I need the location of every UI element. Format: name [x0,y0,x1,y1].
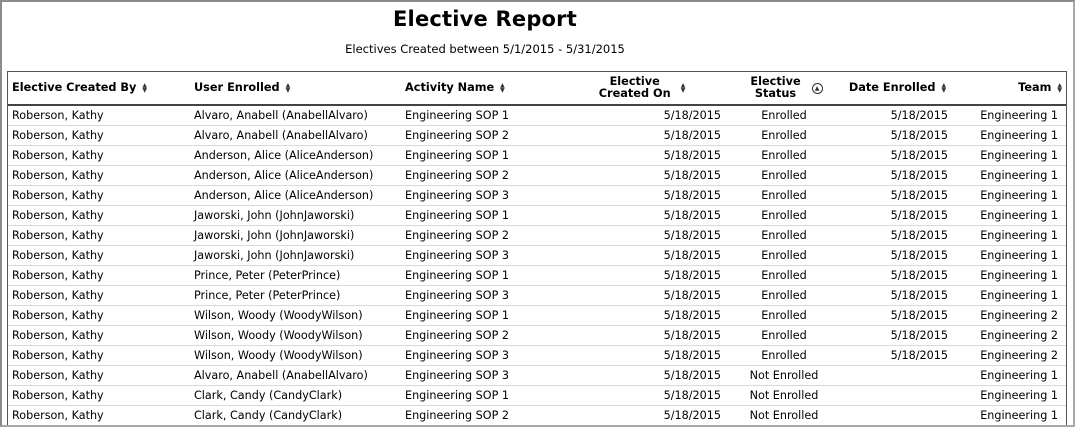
cell-activity-name: Engineering SOP 1 [401,206,551,226]
sort-arrows-icon[interactable]: ▲ ▼ [1057,82,1062,94]
cell-status: Enrolled [729,286,839,306]
sort-ascending-circle-icon[interactable]: ▲ [812,83,823,94]
cell-date-enrolled: 5/18/2015 [839,286,956,306]
table-row [8,366,1066,386]
cell-status: Enrolled [729,226,839,246]
cell-created-on: 5/18/2015 [551,306,729,326]
cell-status: Not Enrolled [729,406,839,426]
header-col-activity-name[interactable] [401,72,551,105]
cell-user-enrolled: Jaworski, John (JohnJaworski) [190,246,401,266]
cell-activity-name: Engineering SOP 2 [401,326,551,346]
cell-user-enrolled: Alvaro, Anabell (AnabellAlvaro) [190,366,401,386]
cell-activity-name: Engineering SOP 1 [401,146,551,166]
table-row [8,346,1066,366]
cell-status: Enrolled [729,266,839,286]
cell-created-by: Roberson, Kathy [8,406,190,426]
cell-created-on: 5/18/2015 [551,286,729,306]
cell-created-by: Roberson, Kathy [8,266,190,286]
report-table-container [7,71,1067,426]
cell-created-by: Roberson, Kathy [8,246,190,266]
cell-created-by: Roberson, Kathy [8,146,190,166]
header-label: Elective Created On [598,75,671,100]
cell-date-enrolled: 5/18/2015 [839,226,956,246]
cell-activity-name: Engineering SOP 3 [401,286,551,306]
cell-created-by: Roberson, Kathy [8,346,190,366]
sort-arrows-icon[interactable]: ▲ ▼ [142,82,148,94]
cell-status: Enrolled [729,186,839,206]
cell-date-enrolled: 5/18/2015 [839,246,956,266]
header-label: Date Enrolled [848,81,936,94]
cell-status: Not Enrolled [729,366,839,386]
cell-created-by: Roberson, Kathy [8,186,190,206]
cell-activity-name: Engineering SOP 2 [401,126,551,146]
cell-team: Engineering 1 [956,206,1066,226]
cell-user-enrolled: Prince, Peter (PeterPrince) [190,286,401,306]
cell-date-enrolled: 5/18/2015 [839,326,956,346]
header-col-user-enrolled[interactable] [190,72,401,105]
header-col-elective-status[interactable] [729,72,839,105]
cell-user-enrolled: Jaworski, John (JohnJaworski) [190,206,401,226]
table-row [8,306,1066,326]
cell-status: Enrolled [729,206,839,226]
cell-team: Engineering 1 [956,266,1066,286]
table-row [8,146,1066,166]
header-col-elective-created-by[interactable] [8,72,190,105]
cell-created-on: 5/18/2015 [551,206,729,226]
cell-activity-name: Engineering SOP 2 [401,166,551,186]
cell-activity-name: Engineering SOP 1 [401,386,551,406]
cell-activity-name: Engineering SOP 3 [401,186,551,206]
cell-user-enrolled: Anderson, Alice (AliceAnderson) [190,146,401,166]
cell-date-enrolled: 5/18/2015 [839,105,956,126]
cell-status: Enrolled [729,105,839,126]
header-row [8,72,1066,105]
cell-user-enrolled: Wilson, Woody (WoodyWilson) [190,346,401,366]
cell-team: Engineering 1 [956,366,1066,386]
cell-status: Enrolled [729,306,839,326]
cell-created-on: 5/18/2015 [551,326,729,346]
cell-activity-name: Engineering SOP 3 [401,366,551,386]
cell-activity-name: Engineering SOP 1 [401,105,551,126]
header-label: Activity Name [405,81,495,94]
cell-user-enrolled: Prince, Peter (PeterPrince) [190,266,401,286]
cell-status: Enrolled [729,146,839,166]
table-row [8,186,1066,206]
cell-user-enrolled: Wilson, Woody (WoodyWilson) [190,326,401,346]
cell-created-on: 5/18/2015 [551,126,729,146]
cell-created-by: Roberson, Kathy [8,326,190,346]
cell-status: Enrolled [729,126,839,146]
cell-created-by: Roberson, Kathy [8,105,190,126]
report-subtitle: Electives Created between 5/1/2015 - 5/31/2015 [345,42,625,56]
sort-arrows-icon[interactable]: ▲ ▼ [285,82,291,94]
cell-date-enrolled [839,406,956,426]
cell-created-on: 5/18/2015 [551,366,729,386]
cell-date-enrolled: 5/18/2015 [839,266,956,286]
cell-status: Enrolled [729,246,839,266]
cell-created-on: 5/18/2015 [551,386,729,406]
cell-created-on: 5/18/2015 [551,146,729,166]
header-col-team[interactable] [956,72,1066,105]
cell-created-by: Roberson, Kathy [8,366,190,386]
table-row [8,105,1066,126]
cell-user-enrolled: Alvaro, Anabell (AnabellAlvaro) [190,126,401,146]
report-table [8,72,1066,426]
cell-created-by: Roberson, Kathy [8,286,190,306]
sort-arrows-icon[interactable]: ▲ ▼ [500,82,505,94]
cell-user-enrolled: Clark, Candy (CandyClark) [190,386,401,406]
cell-status: Not Enrolled [729,386,839,406]
cell-date-enrolled: 5/18/2015 [839,346,956,366]
cell-activity-name: Engineering SOP 2 [401,226,551,246]
cell-created-on: 5/18/2015 [551,406,729,426]
cell-team: Engineering 1 [956,126,1066,146]
cell-status: Enrolled [729,166,839,186]
cell-date-enrolled: 5/18/2015 [839,306,956,326]
cell-status: Enrolled [729,326,839,346]
cell-created-on: 5/18/2015 [551,246,729,266]
cell-team: Engineering 1 [956,186,1066,206]
cell-activity-name: Engineering SOP 1 [401,306,551,326]
cell-created-on: 5/18/2015 [551,266,729,286]
cell-team: Engineering 2 [956,306,1066,326]
table-row [8,126,1066,146]
cell-created-by: Roberson, Kathy [8,126,190,146]
cell-team: Engineering 1 [956,246,1066,266]
cell-created-on: 5/18/2015 [551,186,729,206]
cell-team: Engineering 1 [956,406,1066,426]
table-row [8,406,1066,426]
cell-date-enrolled [839,366,956,386]
table-row [8,386,1066,406]
table-body [8,105,1066,426]
header-label: Team [1018,81,1052,94]
cell-created-by: Roberson, Kathy [8,306,190,326]
cell-created-by: Roberson, Kathy [8,166,190,186]
cell-created-on: 5/18/2015 [551,346,729,366]
cell-team: Engineering 2 [956,326,1066,346]
table-row [8,326,1066,346]
table-row [8,286,1066,306]
table-row [8,246,1066,266]
cell-created-by: Roberson, Kathy [8,226,190,246]
cell-activity-name: Engineering SOP 3 [401,246,551,266]
cell-date-enrolled: 5/18/2015 [839,166,956,186]
cell-status: Enrolled [729,346,839,366]
table-row [8,166,1066,186]
cell-team: Engineering 1 [956,166,1066,186]
cell-team: Engineering 1 [956,226,1066,246]
cell-user-enrolled: Jaworski, John (JohnJaworski) [190,226,401,246]
cell-user-enrolled: Wilson, Woody (WoodyWilson) [190,306,401,326]
sort-arrows-icon[interactable]: ▲ ▼ [680,82,686,94]
table-row [8,266,1066,286]
table-row [8,206,1066,226]
cell-date-enrolled: 5/18/2015 [839,206,956,226]
header-label: User Enrolled [194,81,280,94]
cell-activity-name: Engineering SOP 1 [401,266,551,286]
header-col-date-enrolled[interactable] [839,72,956,105]
header-label: Elective Status [750,75,801,100]
cell-created-by: Roberson, Kathy [8,206,190,226]
cell-team: Engineering 1 [956,286,1066,306]
cell-date-enrolled: 5/18/2015 [839,146,956,166]
cell-user-enrolled: Anderson, Alice (AliceAnderson) [190,166,401,186]
cell-created-by: Roberson, Kathy [8,386,190,406]
cell-team: Engineering 1 [956,386,1066,406]
cell-date-enrolled [839,386,956,406]
sort-arrows-icon[interactable]: ▲ ▼ [941,82,947,94]
report-title: Elective Report [393,7,577,31]
cell-created-on: 5/18/2015 [551,105,729,126]
cell-team: Engineering 2 [956,346,1066,366]
cell-activity-name: Engineering SOP 3 [401,346,551,366]
header-label: Elective Created By [12,81,137,94]
cell-team: Engineering 1 [956,105,1066,126]
cell-activity-name: Engineering SOP 2 [401,406,551,426]
cell-date-enrolled: 5/18/2015 [839,186,956,206]
cell-created-on: 5/18/2015 [551,166,729,186]
cell-user-enrolled: Clark, Candy (CandyClark) [190,406,401,426]
cell-team: Engineering 1 [956,146,1066,166]
cell-user-enrolled: Alvaro, Anabell (AnabellAlvaro) [190,105,401,126]
cell-date-enrolled: 5/18/2015 [839,126,956,146]
header-col-elective-created-on[interactable] [551,72,729,105]
cell-user-enrolled: Anderson, Alice (AliceAnderson) [190,186,401,206]
cell-created-on: 5/18/2015 [551,226,729,246]
table-row [8,226,1066,246]
